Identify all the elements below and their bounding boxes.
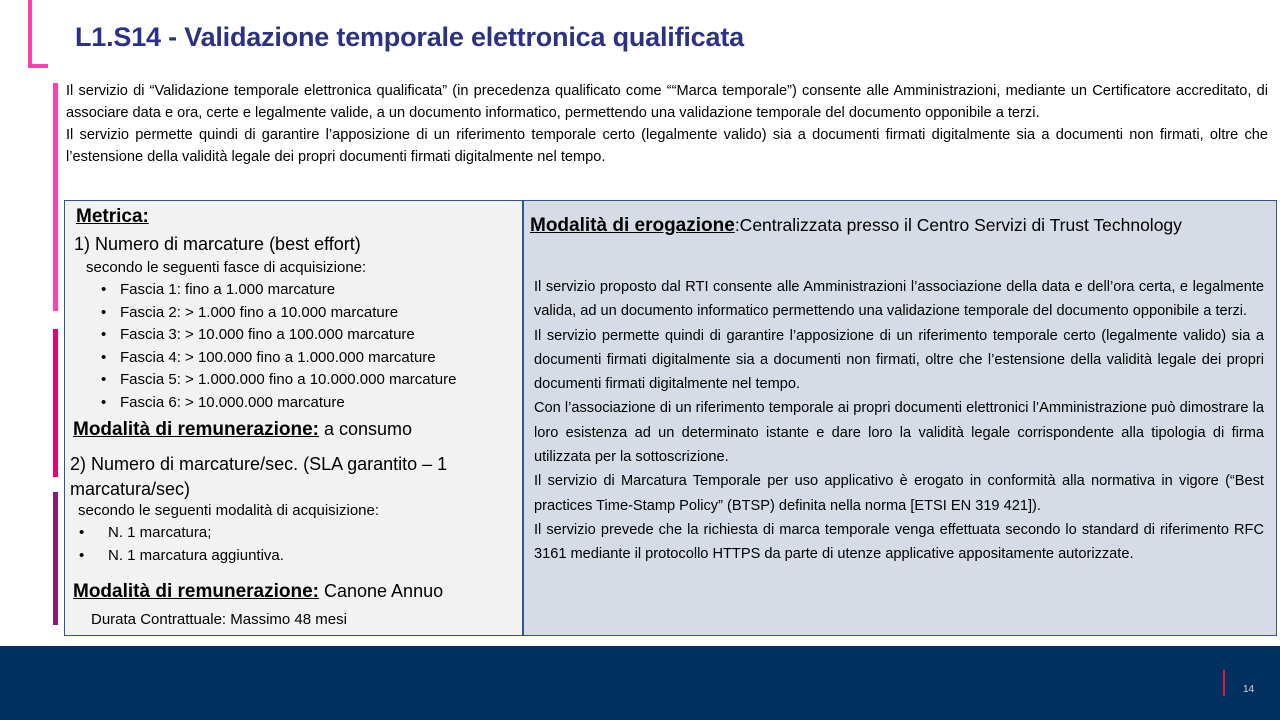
footer-bar [0, 646, 1280, 720]
modalita-list [79, 522, 284, 567]
fascia-text: Fascia 2: > 1.000 fino a 10.000 marcature [120, 303, 399, 321]
list-item [101, 347, 456, 370]
page-number: 14 [1243, 684, 1255, 695]
description-paragraph: Il servizio di Marcatura Temporale per uso applicativo è erogato in conformità alla normativa in vigore (“Best practices Time-Stamp Policy” (BTSP) definita nella norma [ETSI EN 319 421]). [534, 473, 1264, 514]
description-paragraph: Il servizio proposto dal RTI consente alle Amministrazioni l’associazione della data e dell’ora certa, e legalmente valida, ad un documento informatico permettendo una validazione temporale del documento opponibile a terzi. [534, 279, 1264, 320]
bullet-icon: • [79, 546, 85, 564]
remuneration1 [73, 419, 412, 441]
list-item [79, 545, 284, 568]
bullet-icon: • [101, 281, 107, 298]
footer-divider [1223, 670, 1225, 696]
metric2-title: 2) Numero di marcature/sec. (SLA garantito – 1 marcatura/sec) [70, 454, 448, 499]
metric2-subtitle: secondo le seguenti modalità di acquisizione: [78, 502, 380, 519]
metrics-panel [64, 200, 523, 636]
remuneration2-label: Modalità di remunerazione: [73, 581, 319, 602]
list-item [101, 279, 456, 302]
bullet-icon: • [101, 371, 107, 388]
list-item [101, 392, 456, 415]
intro-text [66, 80, 1268, 168]
modalita-text: N. 1 marcatura aggiuntiva. [108, 546, 284, 564]
service-description [534, 275, 1264, 567]
intro-paragraph: Il servizio permette quindi di garantire l’apposizione di un riferimento temporale certo (legalmente valido) sia a documenti firmati digitalmente sia a documenti non firmati, oltre che l’estensione della validità legale dei propri documenti firmati digitalmente nel tempo. [66, 127, 1268, 165]
title-corner-accent-vertical [28, 0, 32, 68]
fascia-text: Fascia 5: > 1.000.000 fino a 10.000.000 marcature [120, 371, 457, 388]
accent-bar-purple [53, 492, 58, 625]
accent-bar-magenta [53, 329, 58, 477]
contract-duration: Durata Contrattuale: Massimo 48 mesi [91, 611, 347, 628]
delivery-value: :Centralizzata presso il Centro Servizi di Trust Technology [734, 215, 1182, 235]
bullet-icon: • [101, 348, 107, 366]
bullet-icon: • [101, 326, 107, 343]
list-item [101, 324, 456, 347]
description-paragraph: Il servizio permette quindi di garantire l’apposizione di un riferimento temporale certo (legalmente valido) sia a documenti firmati digitalmente sia a documenti non firmati, oltre che l’estensione della validità legale dei propri documenti firmati digitalmente nel tempo. [534, 327, 1264, 393]
fascia-text: Fascia 6: > 10.000.000 marcature [120, 393, 345, 411]
delivery-mode [530, 215, 1182, 237]
modalita-text: N. 1 marcatura; [108, 524, 212, 541]
metric1-title: 1) Numero di marcature (best effort) [74, 234, 361, 254]
delivery-label: Modalità di erogazione [530, 215, 735, 236]
bullet-icon: • [79, 524, 85, 541]
remuneration2-value: Canone Annuo [318, 581, 444, 601]
fascia-text: Fascia 3: > 10.000 fino a 100.000 marcature [120, 326, 415, 343]
remuneration2 [73, 581, 443, 603]
title-corner-accent-horizontal [28, 64, 48, 68]
fascia-text: Fascia 4: > 100.000 fino a 1.000.000 marcature [120, 348, 436, 366]
intro-paragraph: Il servizio di “Validazione temporale elettronica qualificata” (in precedenza qualificato come ““Marca temporale”) consente alle Amministrazioni, mediante un Certificatore accreditato, di associare data e ora, certe e legalmente valide, a un documento informatico, permettendo una validazione temporale del documento opponibile a terzi. [66, 83, 1268, 121]
bullet-icon: • [101, 393, 107, 411]
remuneration1-value: a consumo [318, 419, 413, 439]
description-paragraph: Il servizio prevede che la richiesta di marca temporale venga effettuata secondo lo standard di riferimento RFC 3161 mediante il protocollo HTTPS da parte di utenze applicative appositamente autorizzate. [534, 521, 1264, 563]
bullet-icon: • [101, 303, 107, 321]
list-item [101, 302, 456, 325]
delivery-panel [523, 200, 1277, 636]
remuneration1-label: Modalità di remunerazione: [73, 419, 319, 440]
fasce-list [101, 279, 456, 414]
list-item [79, 522, 284, 545]
description-paragraph: Con l’associazione di un riferimento temporale ai propri documenti elettronici l’Amministrazione può dimostrare la loro esistenza ad un determinato istante e dare loro la validità legale corrispondente alla tipologia di firma utilizzata per la sottoscrizione. [534, 400, 1264, 466]
list-item [101, 369, 456, 392]
page-title: L1.S14 - Validazione temporale elettronica qualificata [75, 22, 744, 52]
metric1-subtitle: secondo le seguenti fasce di acquisizione: [86, 259, 367, 276]
metric-heading: Metrica: [76, 206, 149, 227]
accent-bar-pink [53, 83, 58, 311]
fascia-text: Fascia 1: fino a 1.000 marcature [120, 281, 336, 298]
